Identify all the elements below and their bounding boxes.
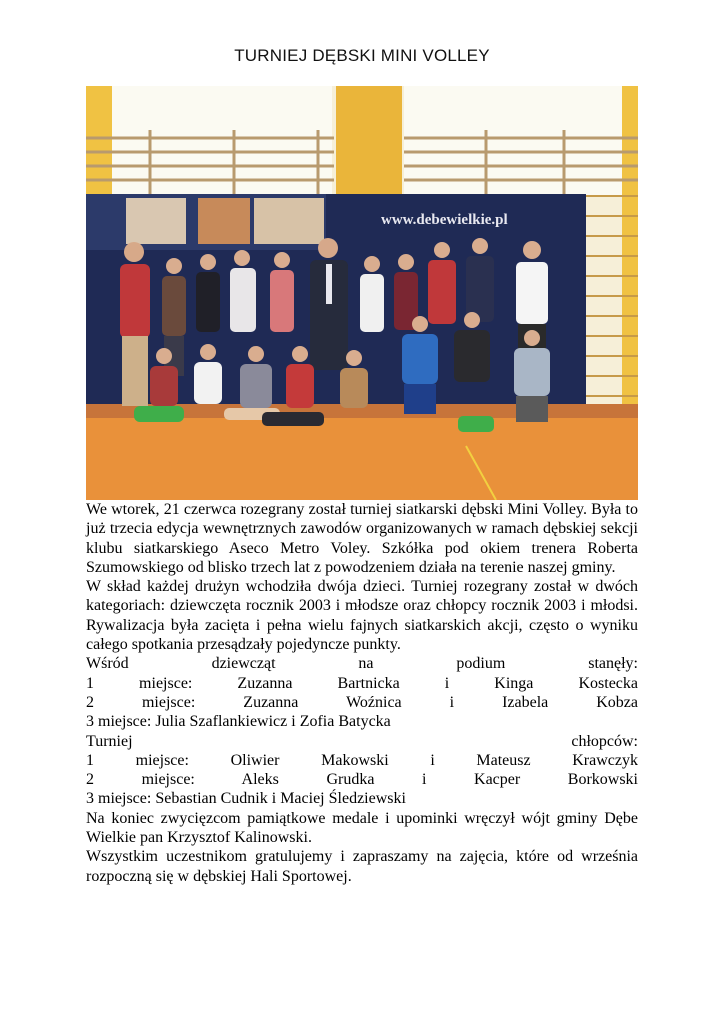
girls-podium-intro: Wśród dziewcząt na podium stanęły: — [86, 655, 638, 673]
paragraph-medals: Na koniec zwycięzcom pamiątkowe medale i upominki wręczył wójt gminy Dębe Wielkie pan Krzysztof Kalinowski. — [86, 809, 638, 847]
floor — [86, 416, 638, 500]
banner-photo-1 — [126, 198, 186, 244]
banner-photo-3 — [254, 198, 324, 244]
boys-place-1: 1 miejsce: Oliwier Makowski i Mateusz Krawczyk — [86, 751, 638, 769]
paragraph-closing: Wszystkim uczestnikom gratulujemy i zapraszamy na zajęcia, które od września rozpoczną się w dębskiej Hali Sportowej. — [86, 848, 638, 885]
girls-place-2: 2 miejsce: Zuzanna Woźnica i Izabela Kobza — [86, 693, 638, 711]
banner-text: www.debewielkie.pl — [381, 212, 508, 228]
paragraph-intro: We wtorek, 21 czerwca rozegrany został turniej siatkarski dębski Mini Volley. Była to już trzecia edycja wewnętrznych zawodów organizowanych w ramach dębskiej sekcji klubu siatkarskiego Aseco Metro Voley. Szkółka pod okiem trenera Roberta Szumowskiego od blisko trzech lat z powodzeniem działa na terenie naszej gminy. — [86, 501, 638, 576]
paragraph-rules: W skład każdej drużyn wchodziła dwója dzieci. Turniej rozegrany został w dwóch kategoriach: dziewczęta rocznik 2003 i młodsze oraz chłopcy rocznik 2003 i młodsi. Rywalizacja była zacięta i pełna wielu fajnych siatkarskich akcji, często o wyniku całego spotkania przesądzały pojedyncze punkty. — [86, 578, 638, 654]
team-photo — [86, 86, 638, 500]
wall-pillar-center — [336, 86, 402, 201]
banner-photo-2 — [198, 198, 250, 244]
girls-place-3: 3 miejsce: Julia Szaflankiewicz i Zofia Batycka — [86, 713, 391, 731]
wall-pillar-right — [622, 86, 638, 416]
boys-place-2: 2 miejsce: Aleks Grudka i Kacper Borkowski — [86, 771, 638, 789]
boys-place-3: 3 miejsce: Sebastian Cudnik i Maciej Śledziewski — [86, 790, 406, 808]
article-body — [86, 500, 638, 886]
girls-place-1: 1 miejsce: Zuzanna Bartnicka i Kinga Kostecka — [86, 674, 638, 692]
document-title: TURNIEJ DĘBSKI MINI VOLLEY — [234, 46, 490, 65]
boys-tournament-intro: Turniej chłopców: — [86, 732, 638, 750]
team-photo-illustration — [86, 86, 638, 500]
